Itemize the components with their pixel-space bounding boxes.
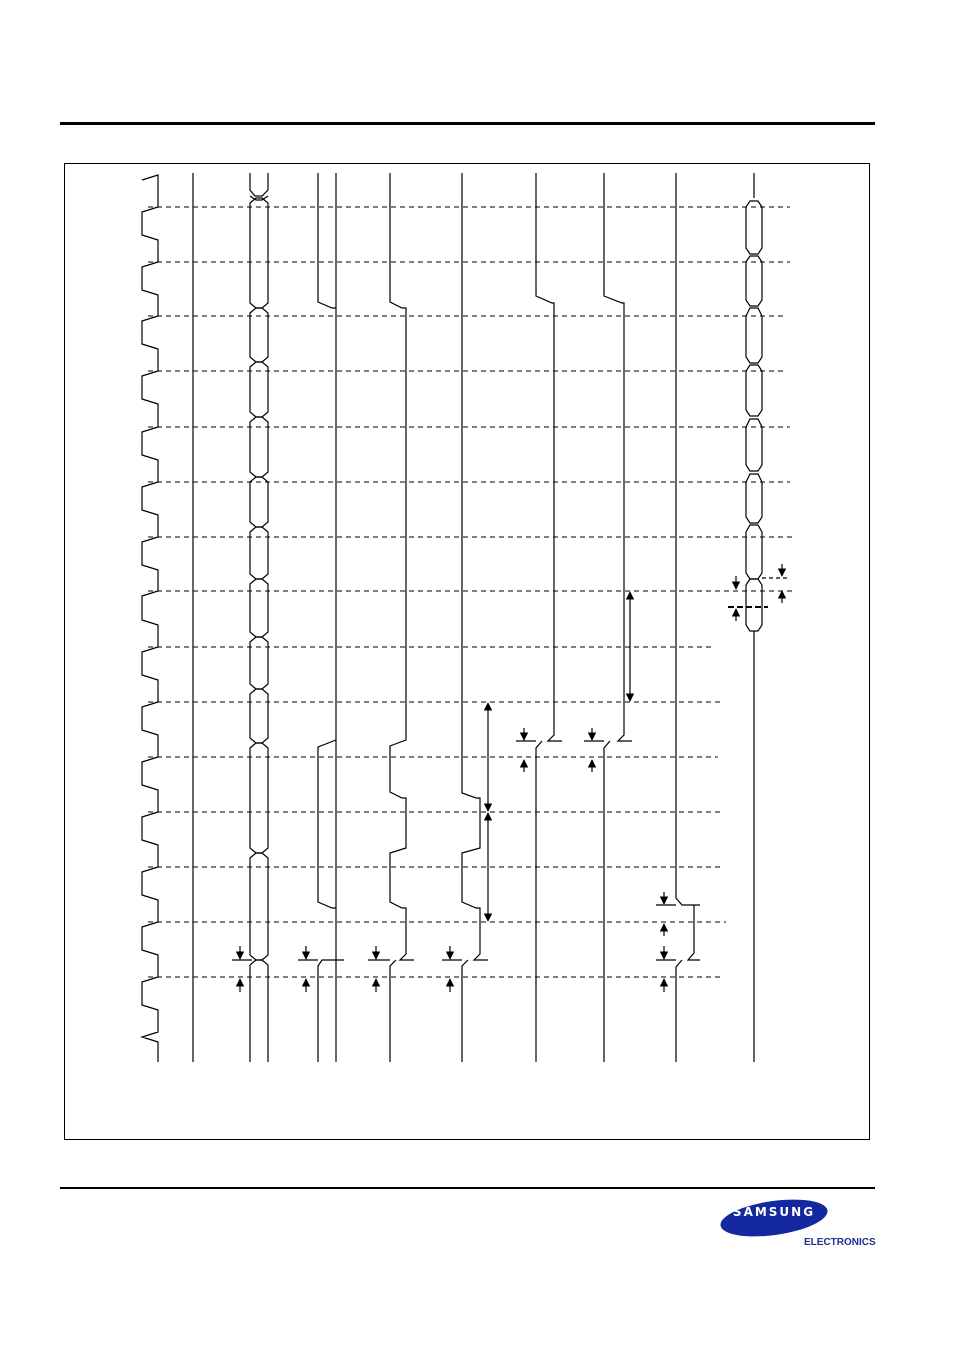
timing-arrows xyxy=(232,564,790,992)
samsung-logo xyxy=(718,1197,876,1253)
cycle-reference-lines xyxy=(148,207,793,977)
clock-signal xyxy=(142,175,158,1062)
control-signal-1 xyxy=(318,173,344,1062)
control-signal-4 xyxy=(536,173,562,1062)
control-signal-5 xyxy=(604,173,632,1062)
samsung-logo-word: SAMSUNG xyxy=(732,1205,816,1219)
data-bus-signal xyxy=(746,173,762,1062)
control-signal-2 xyxy=(390,173,414,1062)
control-signal-3 xyxy=(462,173,488,1062)
bottom-rule xyxy=(60,1187,875,1189)
control-signal-6 xyxy=(676,173,700,1062)
samsung-logo-division: ELECTRONICS xyxy=(804,1237,876,1248)
address-bus-signal xyxy=(250,173,268,1062)
